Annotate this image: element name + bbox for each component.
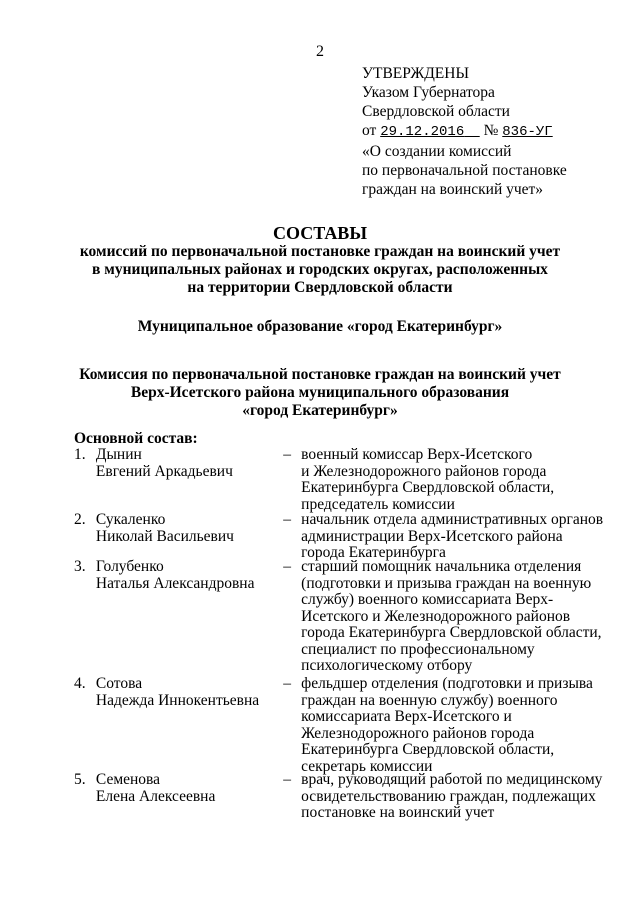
member-number: 3.	[74, 558, 86, 575]
subtitle-line-2: в муниципальных районах и городских округах, расположенных	[92, 261, 548, 278]
commission-line-2: Верх-Исетского района муниципального образования	[130, 384, 510, 401]
member-dash: –	[283, 446, 291, 463]
member-number: 2.	[74, 511, 86, 528]
approval-number-prefix: №	[483, 122, 499, 139]
member-item	[74, 559, 614, 676]
role-line: города Екатеринбурга	[301, 544, 446, 561]
member-name	[96, 447, 283, 512]
member-given-names: Елена Алексеевна	[95, 787, 216, 805]
member-number: 1.	[74, 446, 86, 463]
member-dash: –	[283, 675, 291, 692]
member-dash: –	[283, 511, 291, 528]
member-item	[74, 772, 614, 822]
role-line: комиссариата Верх-Исетского и	[301, 708, 512, 725]
member-list	[74, 447, 614, 822]
member-number: 4.	[74, 675, 86, 692]
role-line: старший помощник начальника отделения	[301, 558, 582, 575]
role-line: председатель комиссии	[301, 495, 455, 513]
role-line: фельдшер отделения (подготовки и призыва	[301, 675, 593, 692]
approval-title-line-1: «О создании комиссий	[362, 143, 512, 160]
role-line: военный комиссар Верх-Исетского	[301, 446, 533, 463]
member-role	[301, 447, 614, 512]
section-label: Основной состав:	[74, 430, 198, 447]
role-line: врач, руководящий работой по медицинскому	[301, 771, 603, 788]
member-given-names: Наталья Александровна	[95, 574, 255, 592]
member-item	[74, 675, 614, 775]
member-name	[96, 676, 283, 772]
approval-number: 836-УГ	[502, 124, 553, 140]
approval-heading: УТВЕРЖДЕНЫ	[362, 65, 469, 82]
subtitle-line-3: на территории Свердловской области	[187, 279, 453, 296]
member-name	[96, 559, 283, 676]
approval-date: 29.12.2016	[380, 124, 465, 140]
subtitle-line-1: комиссий по первоначальной постановке граждан на воинский учет	[79, 243, 561, 260]
role-line: администрации Верх-Исетского района	[301, 527, 563, 545]
member-surname: Сукаленко	[95, 511, 166, 528]
member-name	[96, 772, 283, 822]
page-number: 2	[316, 43, 324, 60]
role-line: специалист по профессиональному	[301, 640, 535, 658]
member-name	[96, 512, 283, 559]
role-line: и Железнодорожного районов города	[301, 462, 547, 480]
commission-heading	[0, 366, 640, 420]
member-given-names: Евгений Аркадьевич	[95, 462, 233, 480]
approval-date-prefix: от	[362, 122, 377, 139]
member-surname: Дынин	[95, 446, 142, 463]
approval-stamp	[362, 64, 622, 199]
member-role	[301, 772, 614, 822]
approval-region-line: Свердловской области	[362, 103, 510, 120]
member-given-names: Николай Васильевич	[95, 527, 234, 545]
role-line: психологическому отбору	[301, 657, 473, 674]
municipality-heading: Муниципальное образование «город Екатеринбург»	[137, 318, 503, 335]
role-line: Исетского и Железнодорожного районов	[301, 607, 571, 625]
role-line: секретарь комиссии	[301, 757, 433, 775]
member-surname: Голубенко	[95, 558, 164, 575]
member-item	[74, 512, 614, 559]
member-role	[301, 675, 614, 775]
commission-line-1: Комиссия по первоначальной постановке граждан на воинский учет	[79, 366, 561, 383]
member-number: 5.	[74, 771, 86, 788]
role-line: граждан на военную службу) военного	[301, 691, 558, 709]
role-line: начальник отдела административных органов	[301, 511, 604, 528]
member-role	[301, 559, 614, 676]
document-title: СОСТАВЫ	[272, 223, 367, 243]
role-line: города Екатеринбурга Свердловской области,	[301, 624, 602, 641]
approval-title-line-3: граждан на воинский учет»	[362, 181, 544, 198]
member-item	[74, 447, 614, 512]
role-line: Железнодорожного районов города	[301, 724, 535, 742]
approval-title-line-2: по первоначальной постановке	[362, 162, 567, 179]
approval-date-line	[362, 121, 622, 142]
member-surname: Семенова	[95, 771, 161, 788]
member-role	[301, 512, 614, 559]
role-line: Екатеринбурга Свердловской области,	[301, 479, 555, 496]
role-line: постановке на воинский учет	[301, 804, 495, 821]
role-line: Екатеринбурга Свердловской области,	[301, 741, 555, 758]
role-line: освидетельствованию граждан, подлежащих	[301, 787, 596, 805]
role-line: (подготовки и призыва граждан на военную	[301, 574, 592, 592]
commission-line-3: «город Екатеринбург»	[242, 402, 398, 419]
role-line: службу) военного комиссариата Верх-	[301, 591, 554, 608]
approval-decree-line: Указом Губернатора	[362, 84, 495, 101]
member-dash: –	[283, 558, 291, 575]
document-subtitle	[0, 243, 640, 297]
member-dash: –	[283, 771, 291, 788]
member-surname: Сотова	[95, 675, 143, 692]
member-given-names: Надежда Иннокентьевна	[95, 691, 260, 709]
